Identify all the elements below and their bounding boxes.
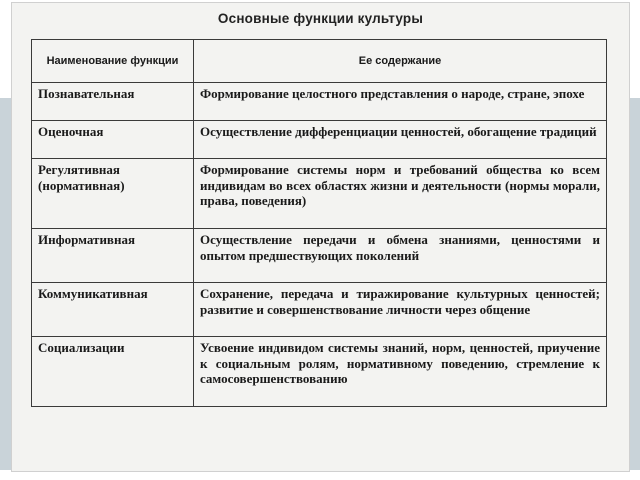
header-function-content: Ее содержание — [194, 40, 607, 83]
function-content: Формирование системы норм и требований общества ко всем индивидам во всех областях жизни и деятельности (нормы морали, права, поведения) — [194, 159, 607, 229]
table-row — [32, 283, 607, 337]
document-sheet — [11, 2, 630, 472]
function-name: Познавательная — [32, 83, 194, 121]
function-content: Осуществление передачи и обмена знаниями, ценностями и опытом предшествующих поколений — [194, 229, 607, 283]
functions-table — [31, 39, 607, 407]
function-name: Социализации — [32, 337, 194, 407]
page-title: Основные функции культуры — [217, 11, 424, 26]
header-function-name: Наименование функции — [32, 40, 194, 83]
table-row — [32, 159, 607, 229]
function-content: Осуществление дифференциации ценностей, обогащение традиций — [194, 121, 607, 159]
function-name: Регулятивная (нормативная) — [32, 159, 194, 229]
function-content: Усвоение индивидом системы знаний, норм, ценностей, приучение к социальным ролям, нормативному поведению, стремление к самосовершенствованию — [194, 337, 607, 407]
table-row — [32, 121, 607, 159]
function-content: Формирование целостного представления о народе, стране, эпохе — [194, 83, 607, 121]
table-row — [32, 229, 607, 283]
function-name: Информативная — [32, 229, 194, 283]
function-name: Коммуникативная — [32, 283, 194, 337]
table-row — [32, 337, 607, 407]
function-content: Сохранение, передача и тиражирование культурных ценностей; развитие и совершенствование личности через общение — [194, 283, 607, 337]
table-header-row — [32, 40, 607, 83]
table-row — [32, 83, 607, 121]
function-name: Оценочная — [32, 121, 194, 159]
